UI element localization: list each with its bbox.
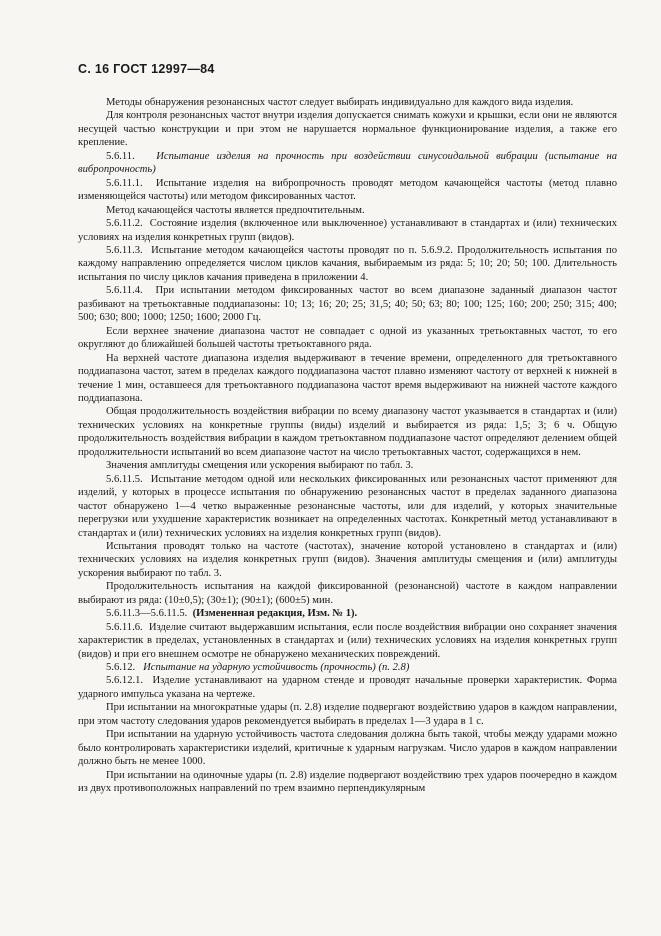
section-number: 5.6.11.1. [106,177,143,189]
paragraph: Испытания проводят только на частоте (частотах), значение которой установлено в стандартах и (или) технических условиях на изделия конкретных групп (видов). Значения амплитуды смещения и (или) амплитуды ускорения выбирают по табл. 3. [78,540,617,579]
paragraph: Методы обнаружения резонансных частот следует выбирать индивидуально для каждого вида изделия. [106,97,574,108]
paragraph: 5.6.11.3. Испытание методом качающейся частоты проводят по п. 5.6.9.2. Продолжительность испытания по каждому направлению определяется числом циклов качания, выбираемым из ряда: 5; 10; 20; 50; 100. Длительность испытания по числу циклов качания приведена в приложении 4. [78,244,617,283]
section-title: Испытание на ударную устойчивость (прочность) (п. 2.8) [143,662,410,674]
section-number: 5.6.11.5. [106,473,143,485]
document-body [78,96,617,796]
paragraph: 5.6.11.1. Испытание изделия на вибропрочность проводят методом качающейся частоты (метод плавно изменяющейся частоты) или методом фиксированных частот. [78,177,617,203]
paragraph: Если верхнее значение диапазона частот не совпадает с одной из указанных третьоктавных частот, то его округляют до ближайшей большей частоты третьоктавного ряда. [78,325,617,351]
section-number: 5.6.11.3—5.6.11.5. [106,608,188,620]
paragraph: 5.6.11.5. Испытание методом одной или нескольких фиксированных или резонансных частот применяют для изделий, у которых в процессе испытания по обнаружению резонансных частот в пределах заданного диапазона частот обнаружено 1—4 четко выраженные резонансные частоты, или для изделий, у которых значительные перегрузки или ухудшение характеристик возникает на определенных частотах. Конкретный метод устанавливают в стандартах и (или) технических условиях на изделия конкретных групп (видов). [78,473,617,539]
paragraph: При испытании на многократные удары (п. 2.8) изделие подвергают воздействию ударов в каждом направлении, при этом частоту следования ударов рекомендуется выбирать в пределах 1—3 удара в 1 с. [78,702,617,727]
section-number: 5.6.11.2. [106,218,143,230]
paragraph: 5.6.11.6. Изделие считают выдержавшим испытания, если после воздействия вибрации оно сохраняет значения характеристик в пределах, установленных в стандартах и (или) технических условиях на изделия конкретных групп (видов) и при его внешнем осмотре не обнаружено механических повреждений. [78,621,617,660]
paragraph: При испытании на ударную устойчивость частота следования должна быть такой, чтобы между ударами можно было контролировать характеристики изделий, критичные к ударным нагрузкам. Число ударов в каждом направлении должно быть не менее 1000. [78,729,617,768]
section-heading [78,661,617,674]
paragraph: Метод качающейся частоты является предпочтительным. [106,204,365,216]
paragraph: При испытании на одиночные удары (п. 2.8) изделие подвергают воздействию трех ударов поочередно в каждом из двух противоположных направлений по трем взаимно перпендикулярным [78,769,617,795]
paragraph: 5.6.12.1. Изделие устанавливают на ударном стенде и проводят начальные проверки характеристик. Форма ударного импульса указана на чертеже. [78,675,617,700]
section-number: 5.6.11.6. [106,621,143,633]
section-number: 5.6.11.3. [106,244,143,256]
paragraph: Продолжительность испытания на каждой фиксированной (резонансной) частоте в каждом направлении выбирают из ряда: (10±0,5); (30±1); (90±1); (600±5) мин. [78,581,617,606]
paragraph: 5.6.11.4. При испытании методом фиксированных частот во всем диапазоне заданный диапазон частот разбивают на третьоктавные поддиапазоны: 10; 13; 16; 20; 25; 31,5; 40; 50; 63; 80; 100; 125; 160; 200; 250; 315; 400; 500; 630; 800; 1000; 1250; 1600; 2000 Гц. [78,285,618,324]
section-heading [78,150,617,177]
section-title: Испытание изделия на прочность при воздействии синусоидальной вибрации (испытание на вибропрочность) [78,150,617,176]
paragraph: Для контроля резонансных частот внутри изделия допускается снимать кожухи и крышки, если они не являются несущей частью конструкции и при этом не нарушается нормальное функционирование изделия, а также его крепление. [78,110,617,149]
page-header: С. 16 ГОСТ 12997—84 [78,62,215,76]
section-number: 5.6.11. [106,150,135,162]
paragraph: Общая продолжительность воздействия вибрации по всему диапазону частот указывается в стандартах и (или) технических условиях на конкретные группы (виды) изделий и выбирается из ряда: 1,5; 3; 6 ч. Общую продолжительность воздействия вибрации в каждом третьоктавном поддиапазоне частот определяют делением общей продолжительности испытаний во всем диапазоне частот на число третьоктавных частот, содержащихся в нем. [78,406,617,458]
paragraph: 5.6.11.2. Состояние изделия (включенное или выключенное) устанавливают в стандартах и (или) технических условиях на изделия конкретных групп (видов). [78,218,617,243]
section-number: 5.6.11.4. [106,285,143,297]
section-number: 5.6.12.1. [106,675,144,687]
paragraph: На верхней частоте диапазона изделия выдерживают в течение времени, определенного для третьоктавного поддиапазона частот, затем в пределах каждого поддиапазона частот плавно изменяют частоту от верхней к нижней в течение 1 мин, оставшееся для третьоктавного поддиапазона частот время выдерживают на нижней частоте каждого поддиапазона. [78,352,617,404]
amendment-note: 5.6.11.3—5.6.11.5. (Измененная редакция, Изм. № 1). [106,608,358,620]
paragraph: Значения амплитуды смещения или ускорения выбирают по табл. 3. [106,460,414,472]
section-number: 5.6.12. [106,662,136,674]
